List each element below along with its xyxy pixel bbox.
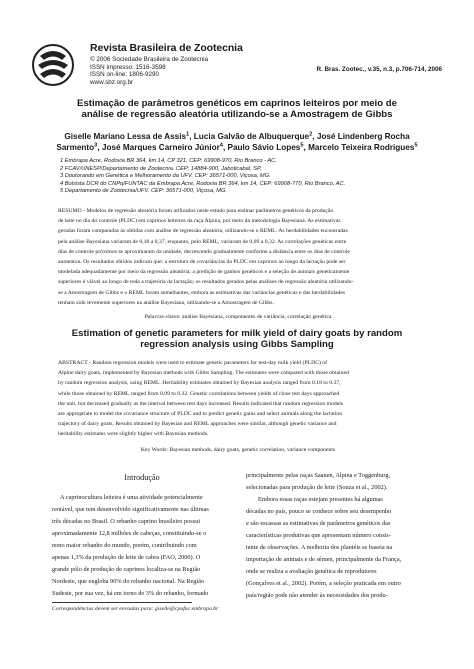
abstract-line: Alpine dairy goats, implemented by Bayesian methods with Gibbs Sampling. The estimates were compared with those obtained [58, 370, 349, 377]
title-portuguese [40, 98, 434, 121]
resumo-paragraph [58, 206, 418, 308]
resumo-line: aumentou. Os resultados obtidos indicam que: a estrutura de covariâncias da PLDC em caprinos ao longo da lactação pode ser [58, 259, 346, 266]
abstract-line: heritability estimates were slightly higher with Bayesian methods. [58, 431, 209, 438]
resumo-line: modelada adequadamente por meio da regressão aleatória; a predição de ganhos genéticos e a seleção de animais geneticamente [58, 269, 350, 276]
title-pt-line: Estimação de parâmetros genéticos em caprinos leiteiros por meio de [77, 98, 397, 109]
body-line: aproximadamente 12,8 milhões de cabeças, constituindo-se o [52, 530, 207, 537]
citation-reference: R. Bras. Zootec., v.35, n.3, p.706-714, 2006 [316, 66, 442, 73]
author-name: , José Marques Carneiro Júnior [97, 142, 220, 152]
body-line: características produtivas que apresentam número consis- [246, 532, 391, 539]
body-line: Embora essas raças estejam presentes há algumas [258, 496, 383, 503]
author-name: Giselle Mariano Lessa de Assis [64, 132, 187, 141]
journal-website: www.sbz.org.br [90, 78, 134, 86]
author-name: , Lucia Galvão de Albuquerque [189, 132, 310, 141]
body-line: três décadas no Brasil. O rebanho caprino brasileiro possui [52, 518, 201, 525]
author-name: Sarmento [56, 142, 95, 152]
author-affiliation-mark: 5 [300, 141, 304, 148]
affiliation: 2 FCAV/UNESP/Departamento de Zootecnia. CEP: 14884-900, Jaboticabal, SP. [60, 165, 262, 172]
journal-issn-online: ISSN on-line: 1806-9290 [90, 71, 159, 78]
title-en-line: Estimation of genetic parameters for milk yield of dairy goats by random [71, 328, 403, 339]
author-affiliation-mark: 2 [309, 131, 313, 138]
resumo-line: dias de controle próximos se aproximaram da unidade, decrescendo gradualmente conforme a distância entre os dias de controle [58, 248, 350, 255]
resumo-line: RESUMO - Modelos de regressão aleatória foram utilizados neste estudo para estimar parâmetros genéticos da produção [58, 208, 334, 214]
body-line: grande pólo de produção de caprinos localiza-se na Região [52, 566, 201, 573]
body-line: apenas 1,3% da produção de leite de cabra (FAO, 2000). O [52, 554, 201, 561]
body-line: país/região pode não atender às necessidades dos produ- [246, 592, 388, 599]
palavras-chave: Palavras-chave: análise Bayesiana, componentes de variância, correlação genética [144, 314, 332, 320]
abstract-line: by random regression analysis, using REML. Heritability estimates obtained by Bayesian analysis ranged from 0.18 to 0.37, [58, 380, 341, 387]
resumo-line: pela análise Bayesiana variaram de 0,18 a 0,37, enquanto, pelo REML, variaram de 0,09 a 0,32. As correlações genéticas entre [58, 238, 347, 245]
affiliation: 1 Embrapa Acre, Rodovia BR 364, km 14, CP 321, CEP: 69908-970, Rio Branco - AC. [60, 158, 277, 164]
author-name: , José Lindenberg Rocha [312, 132, 410, 141]
abstract-line: are appropriate to model the covariance structure of PLDC and to predict genetic gains and select animals along the lactation [58, 411, 343, 418]
abstract-line: while those obtained by REML ranged from 0.09 to 0.32. Genetic correlations between yields of close test days approached [58, 390, 340, 397]
body-line: Sudeste, por sua vez, há em torno de 3% do rebanho, formado [52, 590, 209, 597]
affiliation: 5 Departamento de Zootecnia/UFV. CEP: 36571-000, Viçosa, MG. [60, 188, 228, 194]
abstract-line: the unit, but decreased gradually as the interval between test days increased. Results indicated that random regression models [58, 400, 344, 407]
author-name: , Paulo Sávio Lopes [222, 142, 301, 152]
authors-line [36, 143, 438, 154]
body-line: (Gonçalves et al., 2002). Porém, a seleção praticada em outro [246, 580, 401, 587]
body-line: tente de observações. A melhoria dos plantéis se baseia na [246, 544, 393, 551]
key-words: Key Words: Bayesian methods, dairy goats, genetic correlation, variance components [140, 447, 336, 453]
resumo-line: de leite no dia do controle (PLDC) em caprinos leiteiros da raça Alpina, por meio da metodologia Bayesiana. As estimativas [58, 218, 341, 225]
abstract-line: ABSTRACT - Random regression models were used to estimate genetic parameters for test-day milk yield (PLDC) of [58, 360, 328, 366]
journal-name: Revista Brasileira de Zootecnia [90, 42, 243, 54]
body-line: nono maior rebanho do mundo, porém, contribuindo com [52, 542, 197, 549]
affiliation: 4 Bolsista DCR do CNPq/FUNTAC da Embrapa Acre, Rodovia BR 364, km 14, CEP: 69908-770, Rio Branco, AC. [60, 180, 346, 187]
title-pt-line: análise de regressão aleatória utilizando-se a Amostragem de Gibbs [81, 109, 393, 121]
resumo-line: tenham sido levemente superiores na análise Bayesiana, utilizando-se a Amostragem de Gibbs. [58, 299, 274, 306]
resumo-line: superiores é viável ao longo de toda a trajetória da lactação; os resultados gerados pelas análises de regressão aleatória utilizando- [58, 279, 354, 286]
abstract-line: trajectory of dairy goats. Results obtained by Bayesian and REML approaches were similar, although genetic variance and [58, 421, 337, 428]
footnote-correspondence: Correspondências devem ser enviadas para: giselle@cpafac.embrapa.br [52, 606, 219, 612]
footnote-divider [52, 602, 192, 603]
body-line: importação de animais e de sêmen, principalmente da França, [246, 556, 402, 563]
body-line: décadas no país, pouco se conhece sobre seu desempenho [246, 508, 392, 515]
section-heading-introducao: Introdução [124, 473, 160, 482]
resumo-line: se a Amostragem de Gibbs e o REML foram semelhantes, embora as estimativas das variâncias genéticas e das herdabilidades [58, 289, 346, 296]
journal-logo-icon [30, 42, 76, 88]
body-line: Nordeste, que engloba 90% do rebanho nacional. Na Região [52, 578, 205, 585]
authors [36, 132, 438, 153]
intro-right-column [246, 470, 438, 602]
body-line: A caprinocultura leiteira é uma atividade potencialmente [60, 494, 203, 501]
resumo-line: geradas foram comparadas às obtidas com análise de regressão aleatória, utilizando-se o REML. As herdabilidades encontradas [58, 228, 348, 235]
body-line: selecionadas para produção de leite (Souza et al., 2002). [246, 484, 388, 491]
journal-copyright: © 2006 Sociedade Brasileira de Zootecnia [90, 56, 209, 63]
abstract-paragraph [58, 358, 418, 440]
body-line: e são escassas as estimativas de parâmetros genéticos das [246, 520, 391, 527]
title-en-line: regression analysis using Gibbs Sampling [140, 339, 334, 351]
body-line: onde se realiza a avaliação genética de reprodutores [246, 568, 377, 575]
intro-left-column [52, 492, 232, 600]
author-affiliation-mark: 3 [94, 141, 98, 148]
affiliation: 3 Doutorando em Genética e Melhoramento da UFV. CEP: 36571-000, Viçosa, MG. [60, 173, 271, 179]
author-affiliation-mark: 4 [219, 141, 223, 148]
author-affiliation-mark: 5 [414, 141, 418, 148]
author-affiliation-mark: 1 [186, 131, 190, 138]
body-line: rentável, que tem desenvolvido significativamente nas últimas [52, 506, 209, 513]
author-name: , Marcelo Teixeira Rodrigues [303, 142, 415, 152]
journal-issn-print: ISSN impresso: 1516-3598 [90, 63, 166, 71]
body-line: principalmente pelas raças Saanen, Alpina e Toggenburg, [246, 472, 391, 479]
title-english [48, 328, 426, 351]
